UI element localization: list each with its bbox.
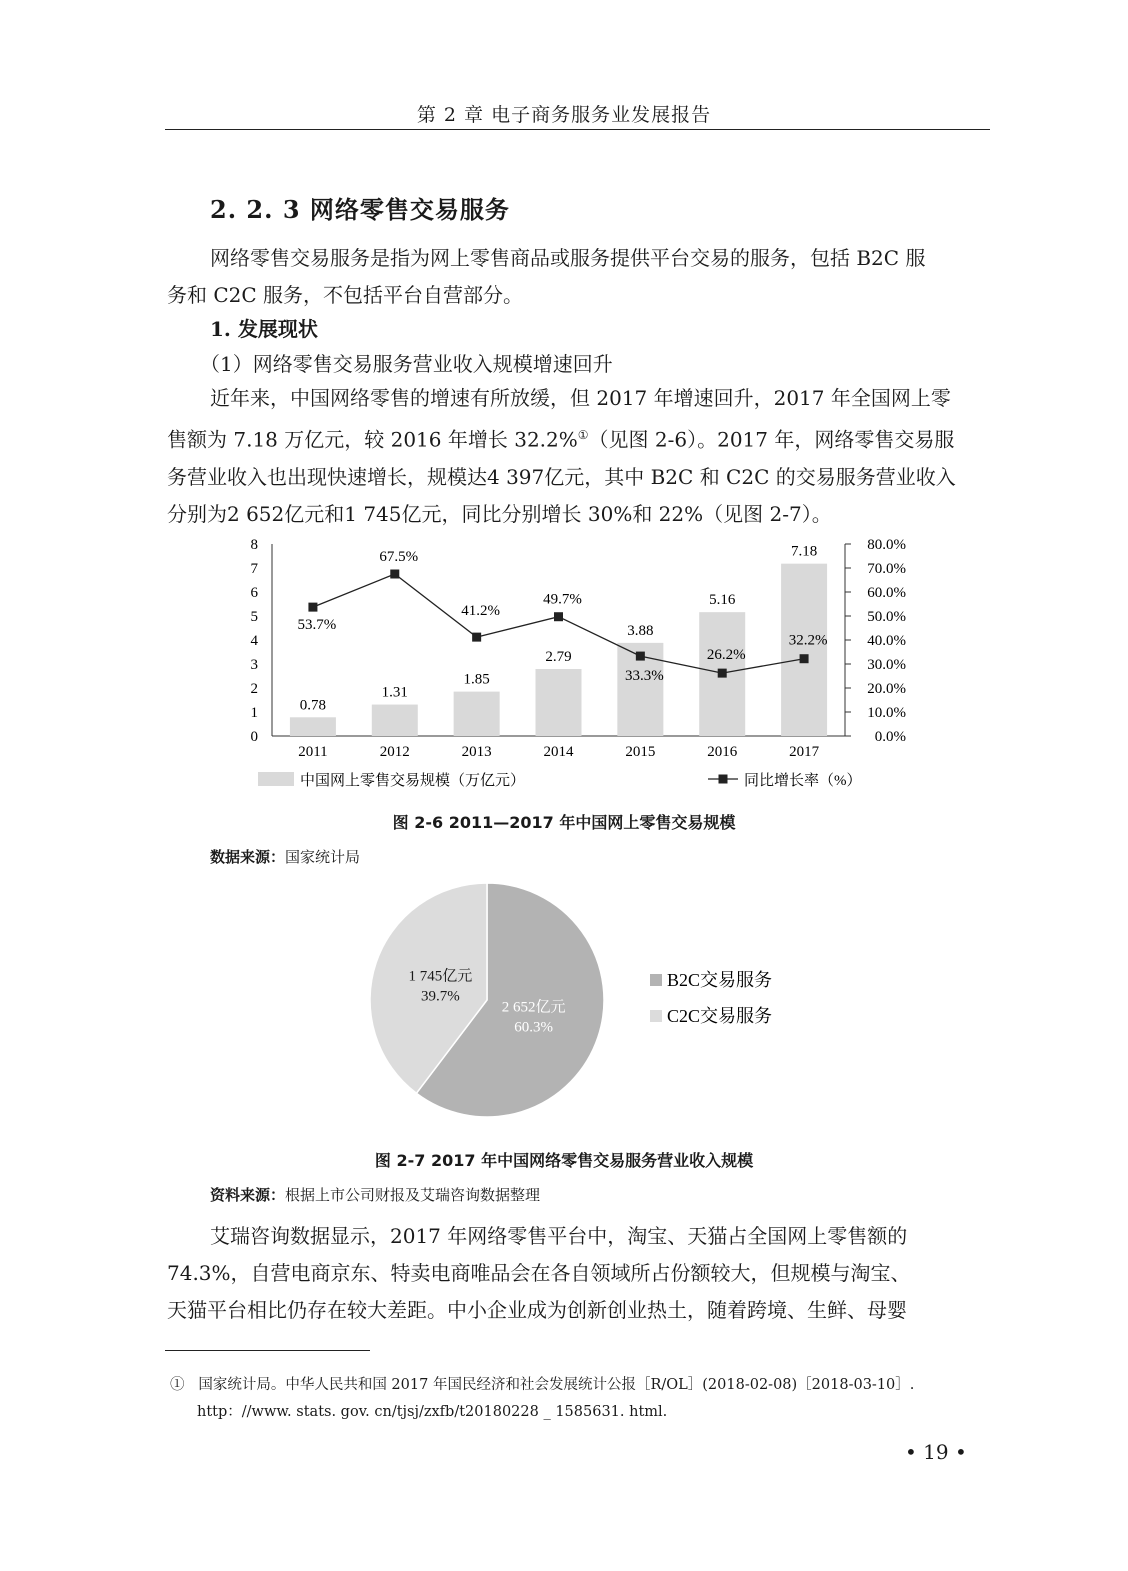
footnote [170, 1372, 990, 1426]
text-run: 售额为 7.18 万亿元，较 2016 年增长 32.2% [167, 427, 578, 452]
bar [781, 564, 827, 736]
legend-swatch-bar [258, 772, 294, 786]
legend-label: 同比增长率（%） [744, 773, 862, 789]
left-tick-label: 1 [250, 705, 258, 721]
footnote-reference[interactable]: ① [577, 428, 589, 442]
figure-caption: 图 2-7 2017 年中国网络零售交易服务营业收入规模 [374, 1151, 754, 1170]
x-tick-label: 2012 [379, 744, 410, 760]
paragraph-line: 务营业收入也出现快速增长，规模达4 397亿元，其中 B2C 和 C2C 的交易服务营业收入 [167, 464, 956, 489]
paragraph-line: 务和 C2C 服务，不包括平台自营部分。 [167, 283, 524, 307]
body-paragraph-2 [167, 1218, 990, 1329]
bar-value-label: 0.78 [299, 697, 327, 714]
x-tick-label: 2014 [543, 744, 574, 760]
bar [536, 669, 582, 736]
line-marker [718, 669, 727, 678]
line-value-label: 26.2% [706, 647, 746, 664]
paragraph-line: 艾瑞咨询数据显示，2017 年网络零售平台中，淘宝、天猫占全国网上零售额的 [210, 1224, 908, 1248]
bar-line-chart [230, 530, 910, 800]
footnote-url[interactable]: http：//www. stats. gov. cn/tjsj/zxfb/t20180228 _ 1585631. html. [197, 1404, 668, 1420]
footnote-text: 国家统计局。中华人民共和国 2017 年国民经济和社会发展统计公报［R/OL］(2018-02-08)［2018-03-10］. [198, 1377, 915, 1393]
bar [290, 717, 336, 736]
pie-value-label: 1 745亿元 [408, 968, 473, 985]
left-tick-label: 6 [250, 585, 258, 601]
line-marker [554, 612, 563, 621]
running-header: 第 2 章 电子商务服务业发展报告 [416, 104, 712, 126]
paragraph-line [167, 417, 990, 459]
legend-swatch [650, 974, 662, 986]
bar-value-label: 2.79 [545, 649, 572, 666]
line-marker [308, 603, 317, 612]
text-run: （见图 2-6）。2017 年，网络零售交易服 [588, 427, 955, 452]
right-tick-label: 70.0% [867, 561, 906, 577]
figure-source [210, 1184, 540, 1205]
bar-value-label: 1.85 [463, 671, 490, 688]
bar-value-label: 3.88 [627, 622, 654, 639]
x-tick-label: 2015 [625, 744, 656, 760]
paragraph-line: 网络零售交易服务是指为网上零售商品或服务提供平台交易的服务，包括 B2C 服 [210, 246, 926, 270]
legend-swatch-marker [719, 775, 728, 784]
line-value-label: 32.2% [788, 632, 828, 649]
left-tick-label: 2 [250, 681, 258, 697]
left-tick-label: 8 [250, 537, 258, 553]
header-rule [165, 129, 990, 130]
bar-value-label: 7.18 [790, 543, 818, 560]
page-number: • 19 • [905, 1440, 967, 1464]
left-tick-label: 4 [250, 633, 258, 649]
x-tick-label: 2013 [461, 744, 492, 760]
figure-caption: 图 2-6 2011—2017 年中国网上零售交易规模 [392, 813, 736, 832]
right-tick-label: 50.0% [867, 609, 906, 625]
line-marker [636, 652, 645, 661]
section-title: 2. 2. 3 网络零售交易服务 [210, 195, 510, 224]
right-tick-label: 80.0% [867, 537, 906, 553]
bar-value-label: 5.16 [709, 592, 736, 609]
pie-percent-label: 39.7% [421, 988, 460, 1005]
subheading-status: 1. 发展现状 [210, 317, 318, 341]
x-tick-label: 2017 [789, 744, 820, 760]
line-marker [800, 654, 809, 663]
legend-label: 中国网上零售交易规模（万亿元） [300, 773, 526, 789]
line-marker [472, 633, 481, 642]
subheading-revenue: （1）网络零售交易服务营业收入规模增速回升 [200, 352, 613, 376]
left-tick-label: 5 [250, 609, 258, 625]
line-value-label: 67.5% [379, 549, 419, 565]
line-value-label: 41.2% [461, 603, 501, 620]
x-tick-label: 2016 [707, 744, 738, 760]
left-tick-label: 0 [250, 729, 258, 745]
legend-swatch [650, 1010, 662, 1022]
paragraph-line: 74.3%，自营电商京东、特卖电商唯品会在各自领域所占份额较大，但规模与淘宝、 [167, 1261, 911, 1285]
bar-value-label: 1.31 [381, 684, 408, 701]
left-tick-label: 3 [250, 657, 258, 673]
right-tick-label: 40.0% [867, 633, 906, 649]
left-tick-label: 7 [250, 561, 258, 577]
paragraph-line: 天猫平台相比仍存在较大差距。中小企业成为创新创业热土，随着跨境、生鲜、母婴 [167, 1298, 907, 1322]
line-value-label: 33.3% [624, 668, 664, 685]
legend-label: B2C交易服务 [667, 970, 773, 990]
intro-paragraph [167, 240, 990, 314]
bar [372, 705, 418, 736]
body-paragraph-1 [167, 380, 990, 533]
line-value-label: 49.7% [543, 591, 582, 608]
footnote-mark: ① [170, 1377, 185, 1393]
source-label: 数据来源： [210, 848, 286, 866]
legend-label: C2C交易服务 [667, 1006, 773, 1026]
source-label: 资料来源： [210, 1186, 286, 1204]
source-text: 国家统计局 [285, 848, 361, 866]
right-tick-label: 20.0% [867, 681, 906, 697]
source-text: 根据上市公司财报及艾瑞咨询数据整理 [285, 1186, 541, 1204]
pie-chart [360, 880, 830, 1130]
right-tick-label: 0.0% [874, 729, 906, 745]
x-tick-label: 2011 [298, 744, 328, 760]
right-tick-label: 10.0% [867, 705, 906, 721]
bar [454, 692, 500, 736]
paragraph-line: 分别为2 652亿元和1 745亿元，同比分别增长 30%和 22%（见图 2-7）。 [167, 501, 832, 526]
paragraph-line: 近年来，中国网络零售的增速有所放缓，但 2017 年增速回升，2017 年全国网上零 [210, 386, 951, 410]
footnote-rule [165, 1350, 370, 1351]
line-marker [390, 570, 399, 579]
right-tick-label: 30.0% [867, 657, 906, 673]
pie-value-label: 2 652亿元 [501, 999, 566, 1016]
pie-percent-label: 60.3% [514, 1019, 553, 1036]
line-value-label: 53.7% [297, 617, 337, 634]
right-tick-label: 60.0% [867, 585, 906, 601]
figure-source [210, 846, 360, 867]
